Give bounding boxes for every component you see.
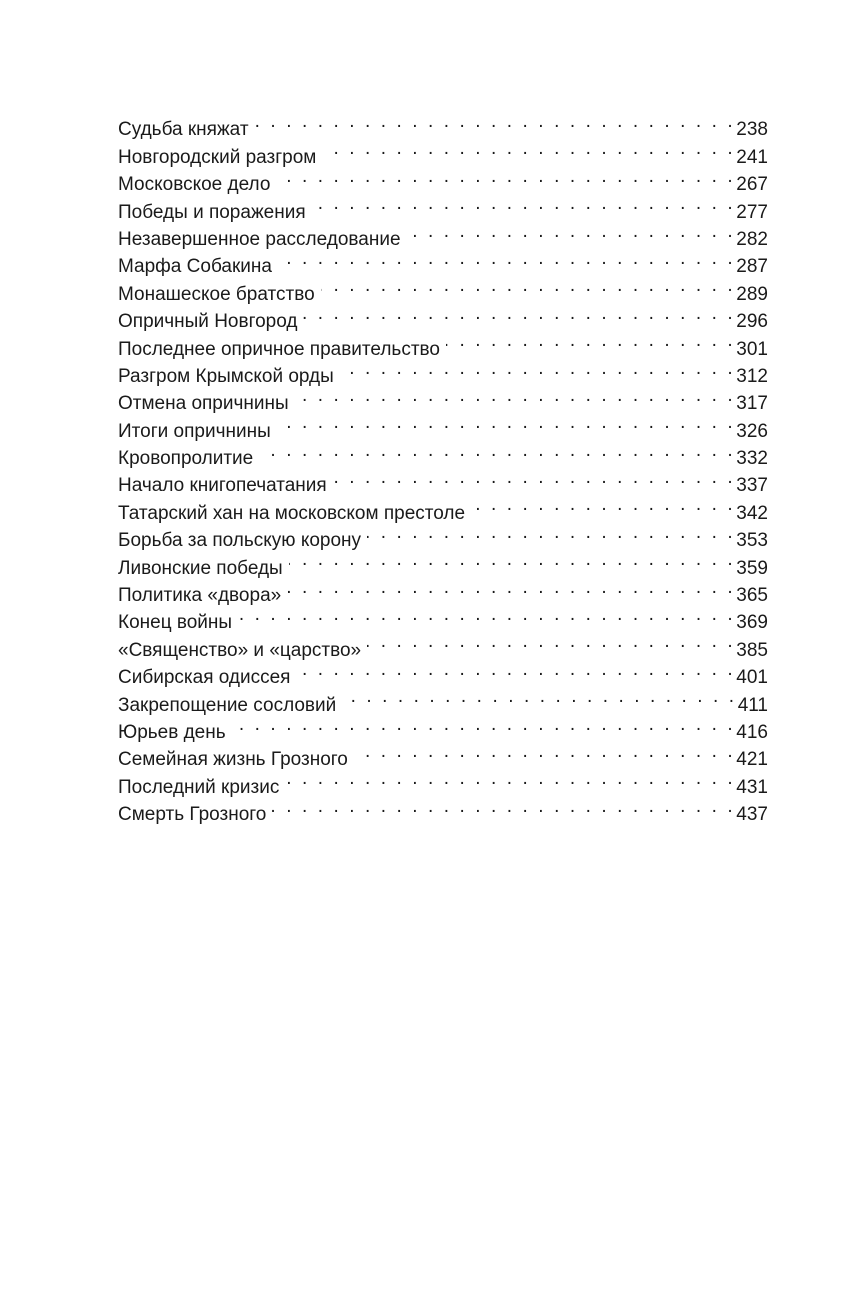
toc-dot-leader	[446, 327, 735, 354]
toc-entry-page: 267	[736, 174, 768, 196]
toc-entry-page: 241	[736, 146, 768, 168]
toc-dot-leader	[259, 437, 735, 464]
toc-dot-leader	[276, 163, 735, 190]
toc-dot-leader	[272, 793, 735, 820]
toc-dot-leader	[471, 491, 735, 518]
toc-entry-page: 353	[736, 530, 768, 552]
toc-entry-page: 401	[736, 667, 768, 689]
toc-dot-leader	[303, 300, 735, 327]
toc-entry-title: Последний кризис	[118, 776, 280, 798]
toc-entry-title: Итоги опричнины	[118, 420, 271, 442]
toc-entry-title: Московское дело	[118, 174, 271, 196]
toc-dot-leader	[354, 738, 735, 765]
toc-dot-leader	[289, 546, 736, 573]
toc-dot-leader	[296, 656, 735, 683]
toc-entry-title: Последнее опричное правительство	[118, 338, 440, 360]
toc-dot-leader	[333, 464, 736, 491]
toc-entry-page: 385	[736, 639, 768, 661]
toc-entry-page: 326	[736, 420, 768, 442]
toc-dot-leader	[407, 218, 736, 245]
toc-dot-leader	[232, 711, 736, 738]
toc-entry-page: 317	[736, 393, 768, 415]
toc-dot-leader	[255, 108, 736, 135]
toc-dot-leader	[278, 245, 735, 272]
toc-entry-page: 238	[736, 119, 768, 141]
toc-entry-title: Победы и поражения	[118, 201, 306, 223]
toc-dot-leader	[342, 683, 736, 710]
toc-entry-page: 289	[736, 283, 768, 305]
toc-dot-leader	[321, 272, 736, 299]
toc-dot-leader	[277, 409, 736, 436]
toc-entry-page: 282	[736, 228, 768, 250]
toc-dot-leader	[287, 574, 735, 601]
toc-entry-title: Незавершенное расследование	[118, 228, 401, 250]
toc-entry-title: Политика «двора»	[118, 585, 282, 607]
toc-entry-title: Судьба княжат	[118, 119, 249, 141]
toc-entry-page: 365	[736, 585, 768, 607]
toc-entry-title: Борьба за польскую корону	[118, 530, 362, 552]
toc-dot-leader	[312, 190, 736, 217]
toc-dot-leader	[285, 765, 735, 792]
toc-entry-page: 296	[736, 311, 768, 333]
toc-entry-title: Юрьев день	[118, 721, 226, 743]
toc-entry-title: Конец войны	[118, 612, 233, 634]
toc-entry-title: Кровопролитие	[118, 448, 254, 470]
toc-entry-page: 431	[736, 776, 768, 798]
toc-entry-title: Марфа Собакина	[118, 256, 272, 278]
toc-entry-page: 312	[736, 365, 768, 387]
toc-entry-title: Начало книгопечатания	[118, 475, 327, 497]
toc-entry-title: Монашеское братство	[118, 283, 315, 305]
toc-entry-page: 421	[736, 749, 768, 771]
toc-entry-title: «Священство» и «царство»	[118, 639, 362, 661]
toc-entry-title: Новгородский разгром	[118, 146, 317, 168]
toc-entry-page: 332	[736, 448, 768, 470]
toc-dot-leader	[238, 601, 735, 628]
toc-dot-leader	[367, 519, 735, 546]
toc-entry-page: 287	[736, 256, 768, 278]
toc-entry-page: 301	[736, 338, 768, 360]
toc-entry-page: 342	[736, 502, 768, 524]
toc-dot-leader	[340, 355, 736, 382]
toc-entry-page: 416	[736, 721, 768, 743]
toc-entry-title: Закрепощение сословий	[118, 694, 337, 716]
table-of-contents	[118, 108, 768, 826]
toc-entry-page: 277	[736, 201, 768, 223]
toc-entry-page: 369	[736, 612, 768, 634]
toc-dot-leader	[322, 135, 735, 162]
toc-entry-title: Разгром Крымской орды	[118, 365, 334, 387]
toc-entry-title: Смерть Грозного	[118, 804, 267, 826]
toc-entry-title: Ливонские победы	[118, 557, 283, 579]
toc-entry-title: Опричный Новгород	[118, 311, 298, 333]
toc-dot-leader	[295, 382, 736, 409]
toc-entry-page: 411	[737, 694, 768, 716]
toc-entry-page: 359	[736, 557, 768, 579]
toc-entry-page: 337	[736, 475, 768, 497]
toc-dot-leader	[367, 628, 735, 655]
toc-entry	[118, 108, 768, 141]
toc-entry-title: Сибирская одиссея	[118, 667, 291, 689]
toc-entry-page: 437	[736, 804, 768, 826]
toc-entry-title: Семейная жизнь Грозного	[118, 749, 348, 771]
toc-entry-title: Татарский хан на московском престоле	[118, 502, 466, 524]
toc-entry-title: Отмена опричнины	[118, 393, 289, 415]
